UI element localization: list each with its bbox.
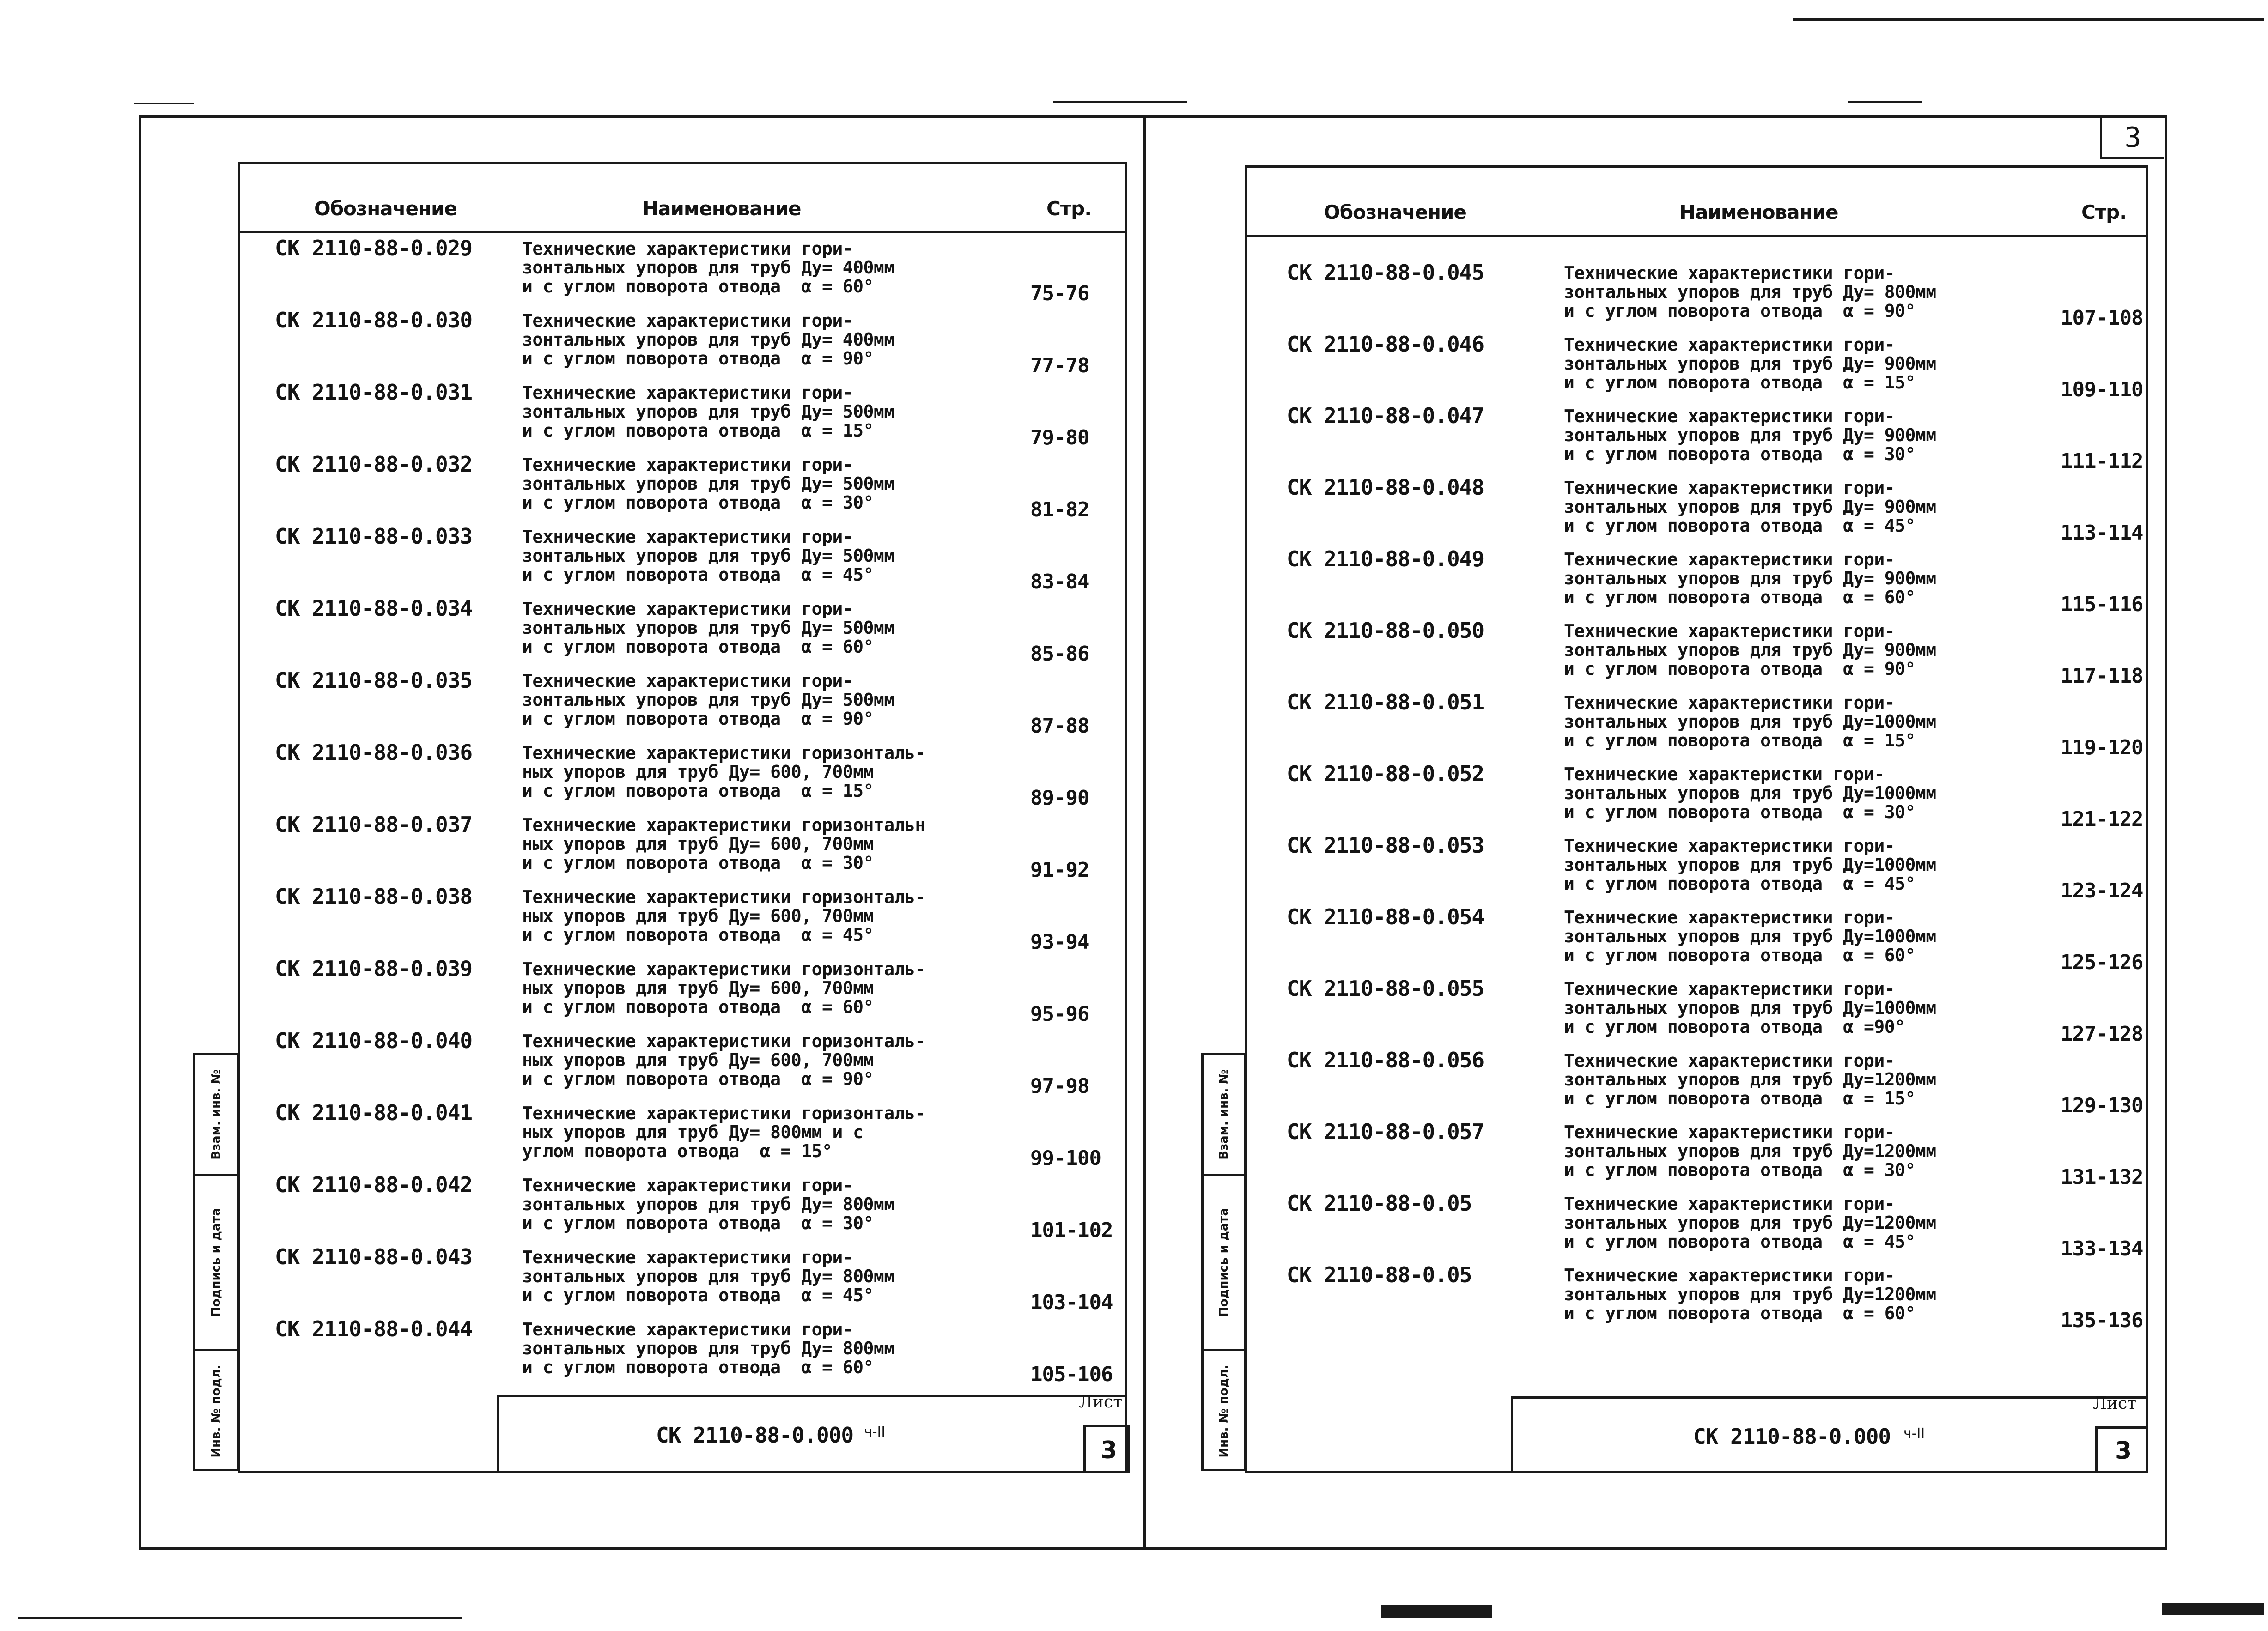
left-side-stamp (193, 1053, 239, 1471)
item-name-line: зонтальных упоров для труб Ду=1000мм (1564, 783, 1936, 803)
item-name (522, 816, 925, 873)
item-pages: 131-132 (2061, 1165, 2143, 1189)
side-cell-inv: Инв. № подл. (1217, 1364, 1231, 1458)
item-name-line: зонтальных упоров для труб Ду= 500мм (522, 546, 894, 566)
item-name-line: и с углом поворота отвода α = 15° (522, 420, 874, 441)
list-item (1247, 1048, 2146, 1119)
header-designation: Обозначение (1324, 201, 1466, 224)
list-item (240, 884, 1125, 956)
item-name-line: и с углом поворота отвода α = 60° (522, 1357, 874, 1377)
item-name-line: и с углом поворота отвода α = 60° (522, 997, 874, 1017)
item-name-line: зонтальных упоров для труб Ду=1200мм (1564, 1069, 1936, 1090)
item-name (1564, 1051, 1936, 1108)
item-name-line: Технические характеристки гори- (1564, 764, 1885, 784)
item-designation: СК 2110-88-0.039 (275, 956, 473, 981)
item-name-line: Технические характеристики гори- (1564, 979, 1895, 999)
item-name-line: зонтальных упоров для труб Ду= 400мм (522, 329, 894, 350)
item-name (522, 960, 925, 1017)
item-name-line: зонтальных упоров для труб Ду= 500мм (522, 473, 894, 494)
list-item (1247, 260, 2146, 332)
item-pages: 115-116 (2061, 593, 2143, 616)
item-designation: СК 2110-88-0.052 (1287, 761, 1484, 786)
item-name-line: и с углом поворота отвода α = 15° (1564, 372, 1915, 393)
left-sheet (238, 162, 1127, 1473)
item-designation: СК 2110-88-0.054 (1287, 904, 1484, 929)
item-designation: СК 2110-88-0.057 (1287, 1119, 1484, 1144)
list-item (1247, 904, 2146, 976)
item-name-line: и с углом поворота отвода α = 90° (522, 1069, 874, 1089)
sheet-number: 3 (2115, 1437, 2132, 1465)
item-name-line: и с углом поворота отвода α = 15° (1564, 730, 1915, 751)
item-name (1564, 1266, 1936, 1323)
item-name-line: Технические характеристики гори- (1564, 836, 1895, 856)
list-item (240, 596, 1125, 668)
item-name (522, 455, 894, 512)
item-name-line: и с углом поворота отвода α = 30° (1564, 802, 1915, 822)
list-item (240, 236, 1125, 308)
item-name-line: Технические характеристики гори- (1564, 549, 1895, 570)
item-name-line: зонтальных упоров для труб Ду= 900мм (1564, 425, 1936, 445)
item-name-line: Технические характеристики гори- (522, 310, 853, 331)
list-item (1247, 1262, 2146, 1334)
side-cell-signature: Подпись и дата (195, 1176, 237, 1351)
item-designation: СК 2110-88-0.037 (275, 812, 473, 837)
item-name-line: зонтальных упоров для труб Ду= 800мм (522, 1266, 894, 1286)
item-name-line: Технические характеристики гори- (522, 382, 853, 403)
header-page: Стр. (1046, 197, 1092, 220)
item-name-line: и с углом поворота отвода α = 60° (522, 276, 874, 297)
item-name-line: и с углом поворота отвода α = 45° (522, 925, 874, 945)
item-designation: СК 2110-88-0.036 (275, 740, 473, 765)
list-item (1247, 546, 2146, 618)
item-name-line: ных упоров для труб Ду= 600, 700мм (522, 906, 874, 926)
item-designation: СК 2110-88-0.049 (1287, 546, 1484, 571)
item-name-line: зонтальных упоров для труб Ду= 900мм (1564, 568, 1936, 588)
item-name-line: и с углом поворота отвода α = 45° (522, 1285, 874, 1305)
item-name-line: и с углом поворота отвода α = 45° (522, 564, 874, 585)
item-name-line: Технические характеристики горизонталь- (522, 887, 925, 907)
item-pages: 103-104 (1030, 1291, 1113, 1314)
item-name-line: Технические характеристики гори- (1564, 1194, 1895, 1214)
item-pages: 113-114 (2061, 521, 2143, 545)
page-fold-line (1143, 115, 1146, 1550)
item-name (1564, 622, 1936, 679)
item-designation: СК 2110-88-0.044 (275, 1316, 473, 1341)
item-designation: СК 2110-88-0.055 (1287, 976, 1484, 1001)
item-designation: СК 2110-88-0.045 (1287, 260, 1484, 285)
item-name-line: Технические характеристики гори- (522, 1319, 853, 1340)
item-name-line: Технические характеристики гори- (522, 238, 853, 259)
item-designation: СК 2110-88-0.043 (275, 1244, 473, 1269)
sheet-label: Лист (1079, 1393, 1123, 1412)
item-designation: СК 2110-88-0.034 (275, 596, 473, 621)
item-name-line: и с углом поворота отвода α = 30° (522, 1213, 874, 1233)
list-item (1247, 475, 2146, 546)
item-name-line: ных упоров для труб Ду= 600, 700мм (522, 762, 874, 782)
item-name-line: зонтальных упоров для труб Ду=1000мм (1564, 855, 1936, 875)
item-pages: 79-80 (1030, 426, 1089, 449)
item-name-line: Технические характеристики гори- (522, 671, 853, 691)
item-name-line: и с углом поворота отвода α = 90° (522, 348, 874, 369)
item-name-line: и с углом поворота отвода α = 15° (522, 781, 874, 801)
left-title-stamp (497, 1395, 1127, 1473)
item-name-line: зонтальных упоров для труб Ду= 800мм (1564, 282, 1936, 302)
item-name-line: Технические характеристики гори- (1564, 478, 1895, 498)
item-name (1564, 264, 1936, 321)
item-designation: СК 2110-88-0.05 (1287, 1191, 1472, 1216)
right-sheet-number-box (2095, 1426, 2148, 1473)
item-pages: 101-102 (1030, 1219, 1113, 1242)
item-name-line: ных упоров для труб Ду= 800мм и с (522, 1122, 863, 1142)
item-name (1564, 1194, 1936, 1251)
item-pages: 91-92 (1030, 858, 1089, 882)
item-name-line: зонтальных упоров для труб Ду= 900мм (1564, 497, 1936, 517)
item-designation: СК 2110-88-0.056 (1287, 1048, 1484, 1073)
item-name (522, 600, 894, 656)
item-designation: СК 2110-88-0.041 (275, 1100, 473, 1125)
list-item (240, 380, 1125, 452)
item-name-line: углом поворота отвода α = 15° (522, 1141, 833, 1161)
item-name-line: и с углом поворота отвода α = 15° (1564, 1088, 1915, 1109)
item-name-line: Технические характеристики гори- (522, 1247, 853, 1267)
item-name-line: и с углом поворота отвода α = 90° (1564, 659, 1915, 679)
item-designation: СК 2110-88-0.029 (275, 236, 473, 261)
left-sheet-number-box (1083, 1425, 1130, 1473)
item-designation: СК 2110-88-0.046 (1287, 332, 1484, 357)
page-number: 3 (2100, 116, 2164, 159)
item-designation: СК 2110-88-0.035 (275, 668, 473, 693)
item-name (522, 311, 894, 368)
item-name-line: Технические характеристики гори- (522, 599, 853, 619)
item-designation: СК 2110-88-0.030 (275, 308, 473, 333)
header-designation: Обозначение (314, 197, 457, 220)
item-pages: 125-126 (2061, 951, 2143, 974)
item-name-line: Технические характеристики горизонталь- (522, 959, 925, 979)
header-name: Наименование (642, 197, 801, 220)
item-name (1564, 479, 1936, 535)
item-pages: 123-124 (2061, 879, 2143, 903)
item-name (522, 239, 894, 296)
right-side-stamp (1201, 1053, 1246, 1471)
right-table-header (1247, 168, 2146, 237)
side-cell-vzam: Взам. инв. № (1204, 1055, 1244, 1176)
item-name-line: Технические характеристики гори- (1564, 1122, 1895, 1142)
item-pages: 117-118 (2061, 664, 2143, 688)
item-pages: 97-98 (1030, 1074, 1089, 1098)
item-name-line: ных упоров для труб Ду= 600, 700мм (522, 1050, 874, 1070)
scan-artifact (18, 1617, 462, 1619)
right-title-stamp (1511, 1396, 2148, 1473)
item-name-line: ных упоров для труб Ду= 600, 700мм (522, 834, 874, 854)
item-name (1564, 550, 1936, 607)
stamp-suffix: ч-II (864, 1424, 886, 1440)
item-name-line: и с углом поворота отвода α = 45° (1564, 1231, 1915, 1252)
right-sheet (1245, 165, 2148, 1473)
item-name (522, 672, 894, 728)
item-name (522, 383, 894, 440)
item-designation: СК 2110-88-0.048 (1287, 475, 1484, 500)
item-name (1564, 693, 1936, 750)
list-item (240, 1028, 1125, 1100)
item-name-line: и с углом поворота отвода α = 30° (522, 853, 874, 873)
scan-artifact (1381, 1605, 1492, 1618)
item-pages: 111-112 (2061, 449, 2143, 473)
item-designation: СК 2110-88-0.038 (275, 884, 473, 909)
item-name-line: зонтальных упоров для труб Ду= 900мм (1564, 640, 1936, 660)
item-name-line: Технические характеристики гори- (522, 1175, 853, 1195)
list-item (1247, 833, 2146, 904)
item-name (522, 1176, 894, 1233)
item-name-line: зонтальных упоров для труб Ду=1200мм (1564, 1213, 1936, 1233)
item-designation: СК 2110-88-0.050 (1287, 618, 1484, 643)
list-item (240, 1316, 1125, 1388)
side-cell-signature: Подпись и дата (1204, 1176, 1244, 1351)
stamp-suffix: ч-II (1903, 1425, 1925, 1442)
side-cell-vzam: Взам. инв. № (195, 1055, 237, 1176)
list-item (1247, 761, 2146, 833)
item-name-line: и с углом поворота отвода α = 30° (522, 492, 874, 513)
item-pages: 85-86 (1030, 642, 1089, 666)
item-name-line: Технические характеристики гори- (1564, 406, 1895, 426)
scan-artifact (1793, 18, 2264, 21)
item-name-line: зонтальных упоров для труб Ду= 500мм (522, 618, 894, 638)
item-designation: СК 2110-88-0.051 (1287, 690, 1484, 715)
item-designation: СК 2110-88-0.047 (1287, 403, 1484, 428)
scan-artifact (1848, 101, 1922, 103)
item-name-line: Технические характеристики гори- (1564, 1265, 1895, 1285)
item-name (1564, 765, 1936, 822)
item-pages: 105-106 (1030, 1363, 1113, 1386)
item-name-line: Технические характеристики гори- (1564, 692, 1895, 713)
list-item (1247, 690, 2146, 761)
item-designation: СК 2110-88-0.05 (1287, 1262, 1472, 1287)
list-item (1247, 618, 2146, 690)
item-name-line: Технические характеристики горизонтальн (522, 815, 925, 835)
item-name (1564, 335, 1936, 392)
item-name (1564, 908, 1936, 965)
header-name: Наименование (1679, 201, 1838, 224)
item-name (1564, 407, 1936, 464)
item-pages: 81-82 (1030, 498, 1089, 521)
item-name-line: зонтальных упоров для труб Ду= 500мм (522, 401, 894, 422)
item-pages: 87-88 (1030, 714, 1089, 738)
item-name (522, 1104, 925, 1161)
list-item (240, 812, 1125, 884)
item-pages: 89-90 (1030, 786, 1089, 810)
item-name (1564, 1123, 1936, 1180)
side-cell-inv: Инв. № подл. (209, 1364, 223, 1458)
list-item (240, 740, 1125, 812)
item-name-line: зонтальных упоров для труб Ду=1200мм (1564, 1284, 1936, 1304)
list-item (1247, 403, 2146, 475)
item-name-line: Технические характеристики гори- (1564, 334, 1895, 355)
header-page: Стр. (2081, 201, 2127, 224)
item-pages: 121-122 (2061, 807, 2143, 831)
item-name-line: зонтальных упоров для труб Ду= 900мм (1564, 353, 1936, 374)
list-item (240, 1244, 1125, 1316)
scan-artifact (2162, 1603, 2264, 1615)
scan-artifact (134, 103, 194, 104)
item-name-line: Технические характеристики гори- (1564, 907, 1895, 928)
item-name-line: и с углом поворота отвода α = 90° (522, 709, 874, 729)
item-pages: 133-134 (2061, 1237, 2143, 1261)
item-pages: 119-120 (2061, 736, 2143, 759)
item-name-line: Технические характеристики горизонталь- (522, 1103, 925, 1123)
item-name-line: зонтальных упоров для труб Ду=1000мм (1564, 926, 1936, 946)
list-item (1247, 1191, 2146, 1262)
item-name-line: зонтальных упоров для труб Ду= 500мм (522, 690, 894, 710)
item-pages: 83-84 (1030, 570, 1089, 594)
item-designation: СК 2110-88-0.042 (275, 1172, 473, 1197)
item-name (522, 744, 925, 800)
item-name (522, 527, 894, 584)
item-name (522, 1032, 925, 1089)
item-designation: СК 2110-88-0.031 (275, 380, 473, 405)
item-designation: СК 2110-88-0.053 (1287, 833, 1484, 858)
item-pages: 135-136 (2061, 1309, 2143, 1332)
item-pages: 99-100 (1030, 1146, 1101, 1170)
item-name-line: Технические характеристики гори- (1564, 263, 1895, 283)
item-name-line: Технические характеристики гори- (1564, 1050, 1895, 1071)
item-name-line: зонтальных упоров для труб Ду= 800мм (522, 1194, 894, 1214)
item-pages: 93-94 (1030, 930, 1089, 954)
item-name (522, 888, 925, 945)
item-pages: 75-76 (1030, 282, 1089, 305)
stamp-code: СК 2110-88-0.000 (1693, 1424, 1891, 1449)
stamp-code: СК 2110-88-0.000 (656, 1423, 854, 1448)
left-table-header (240, 164, 1125, 233)
item-pages: 129-130 (2061, 1094, 2143, 1117)
item-name-line: и с углом поворота отвода α = 45° (1564, 515, 1915, 536)
list-item (240, 956, 1125, 1028)
item-pages: 127-128 (2061, 1022, 2143, 1046)
sheet-number: 3 (1101, 1437, 1118, 1464)
item-pages: 107-108 (2061, 306, 2143, 330)
item-name-line: и с углом поворота отвода α = 30° (1564, 444, 1915, 464)
item-name-line: и с углом поворота отвода α =90° (1564, 1017, 1905, 1037)
list-item (240, 524, 1125, 596)
item-name-line: зонтальных упоров для труб Ду=1200мм (1564, 1141, 1936, 1161)
item-designation: СК 2110-88-0.032 (275, 452, 473, 477)
item-name-line: и с углом поворота отвода α = 60° (1564, 587, 1915, 607)
item-name (1564, 980, 1936, 1037)
list-item (240, 668, 1125, 740)
item-name-line: ных упоров для труб Ду= 600, 700мм (522, 978, 874, 998)
list-item (1247, 1119, 2146, 1191)
item-name-line: зонтальных упоров для труб Ду= 800мм (522, 1338, 894, 1358)
item-name-line: и с углом поворота отвода α = 90° (1564, 301, 1915, 321)
item-name (522, 1248, 894, 1305)
list-item (240, 308, 1125, 380)
item-designation: СК 2110-88-0.040 (275, 1028, 473, 1053)
item-name-line: Технические характеристики горизонталь- (522, 743, 925, 763)
item-name-line: Технические характеристики горизонталь- (522, 1031, 925, 1051)
item-name-line: Технические характеристики гори- (1564, 621, 1895, 641)
item-name-line: зонтальных упоров для труб Ду=1000мм (1564, 998, 1936, 1018)
list-item (240, 1100, 1125, 1172)
item-name-line: зонтальных упоров для труб Ду= 400мм (522, 257, 894, 278)
item-designation: СК 2110-88-0.033 (275, 524, 473, 549)
item-name (522, 1320, 894, 1377)
item-name-line: и с углом поворота отвода α = 60° (1564, 945, 1915, 965)
item-name-line: зонтальных упоров для труб Ду=1000мм (1564, 711, 1936, 732)
list-item (240, 452, 1125, 524)
item-pages: 77-78 (1030, 354, 1089, 377)
item-name-line: и с углом поворота отвода α = 60° (522, 637, 874, 657)
scan-artifact (1053, 101, 1187, 103)
item-name-line: Технические характеристики гори- (522, 455, 853, 475)
list-item (1247, 976, 2146, 1048)
item-name-line: и с углом поворота отвода α = 60° (1564, 1303, 1915, 1323)
item-name-line: и с углом поворота отвода α = 45° (1564, 873, 1915, 894)
sheet-label: Лист (2093, 1394, 2137, 1413)
item-name-line: Технические характеристики гори- (522, 527, 853, 547)
item-name (1564, 837, 1936, 893)
list-item (1247, 332, 2146, 403)
item-pages: 109-110 (2061, 378, 2143, 401)
list-item (240, 1172, 1125, 1244)
item-pages: 95-96 (1030, 1002, 1089, 1026)
item-name-line: и с углом поворота отвода α = 30° (1564, 1160, 1915, 1180)
